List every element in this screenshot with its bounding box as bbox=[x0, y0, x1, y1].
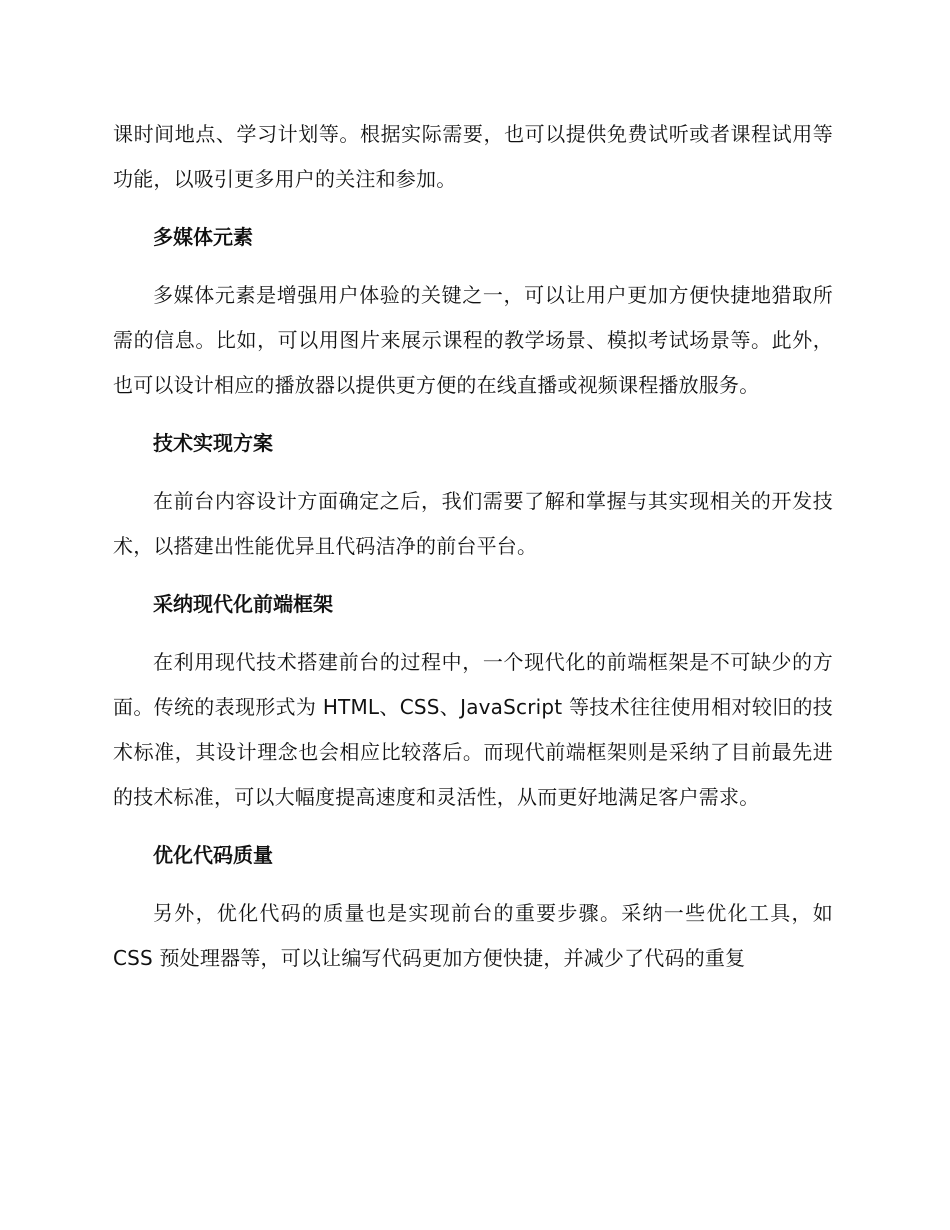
document-body bbox=[113, 112, 833, 994]
paragraph-tech-solution: 在前台内容设计方面确定之后，我们需要了解和掌握与其实现相关的开发技术，以搭建出性能优异且代码洁净的前台平台。 bbox=[113, 489, 833, 558]
paragraph-code-quality: 另外，优化代码的质量也是实现前台的重要步骤。采纳一些优化工具，如 CSS 预处理器等，可以让编写代码更加方便快捷，并减少了代码的重复 bbox=[113, 901, 833, 970]
heading-modern-framework: 采纳现代化前端框架 bbox=[153, 592, 333, 616]
paragraph-multimedia: 多媒体元素是增强用户体验的关键之一，可以让用户更加方便快捷地猎取所需的信息。比如，可以用图片来展示课程的教学场景、模拟考试场景等。此外，也可以设计相应的播放器以提供更方便的在线直播或视频课程播放服务。 bbox=[113, 283, 833, 397]
heading-code-quality: 优化代码质量 bbox=[153, 843, 273, 867]
heading-multimedia: 多媒体元素 bbox=[153, 225, 253, 249]
paragraph-course-info-continued: 课时间地点、学习计划等。根据实际需要，也可以提供免费试听或者课程试用等功能，以吸引更多用户的关注和参加。 bbox=[113, 122, 833, 191]
paragraph-modern-framework: 在利用现代技术搭建前台的过程中，一个现代化的前端框架是不可缺少的方面。传统的表现形式为 HTML、CSS、JavaScript 等技术往往使用相对较旧的技术标准，其设计理念也会相应比较落后。而现代前端框架则是采纳了目前最先进的技术标准，可以大幅度提高速度和灵活性，从而更好地满足客户需求。 bbox=[113, 650, 833, 809]
heading-tech-solution: 技术实现方案 bbox=[153, 431, 273, 455]
